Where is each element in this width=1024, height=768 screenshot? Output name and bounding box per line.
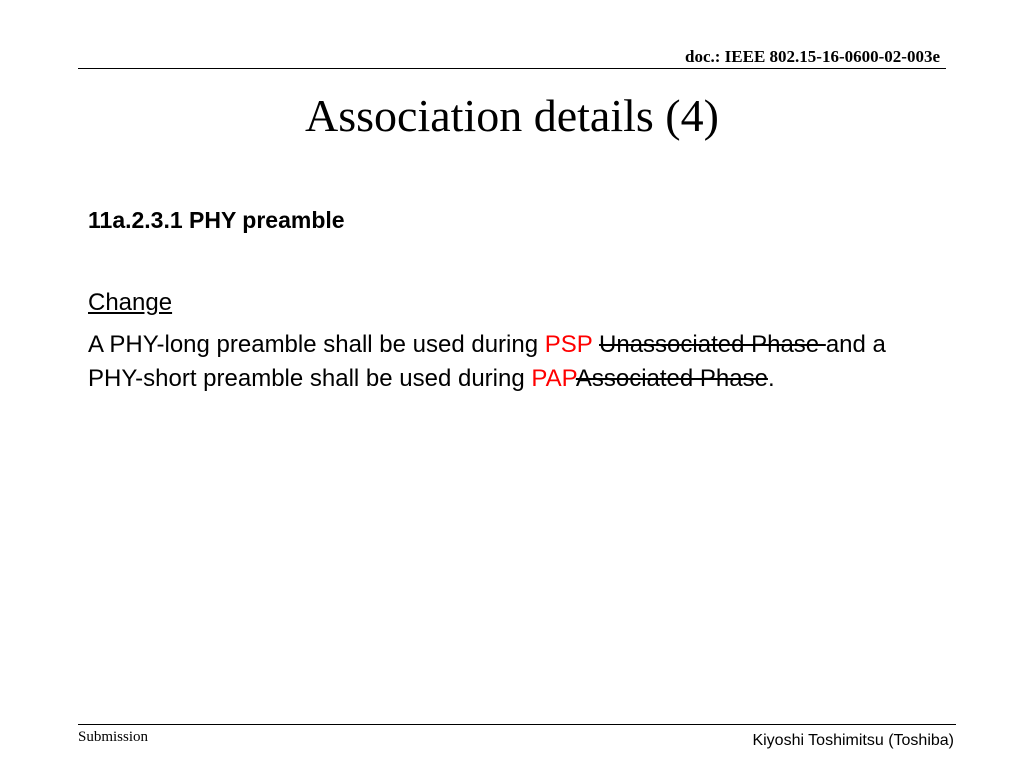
- body-text-part: .: [767, 365, 775, 392]
- change-label: Change: [88, 289, 173, 316]
- deleted-text-unassociated-phase: Unassociated Phase: [599, 331, 826, 358]
- footer-author: Kiyoshi Toshimitsu (Toshiba): [752, 732, 954, 749]
- section-heading: 11a.2.3.1 PHY preamble: [88, 207, 345, 233]
- slide-title: Association details (4): [305, 90, 719, 141]
- header-rule: [78, 68, 946, 69]
- inserted-text-pap: PAP: [531, 365, 576, 392]
- inserted-text-psp: PSP: [544, 331, 593, 358]
- body-text-part: A PHY-long preamble shall be used during: [88, 331, 545, 358]
- document-id: doc.: IEEE 802.15-16-0600-02-003e: [685, 47, 940, 66]
- body-paragraph: [88, 328, 888, 396]
- body-text-part: [592, 331, 599, 358]
- footer-rule: [78, 724, 956, 725]
- footer-submission: Submission: [78, 729, 149, 745]
- deleted-text-associated-phase: Associated Phase: [575, 365, 768, 392]
- body-text-part: and a PHY-short preamble shall be used during: [88, 331, 886, 392]
